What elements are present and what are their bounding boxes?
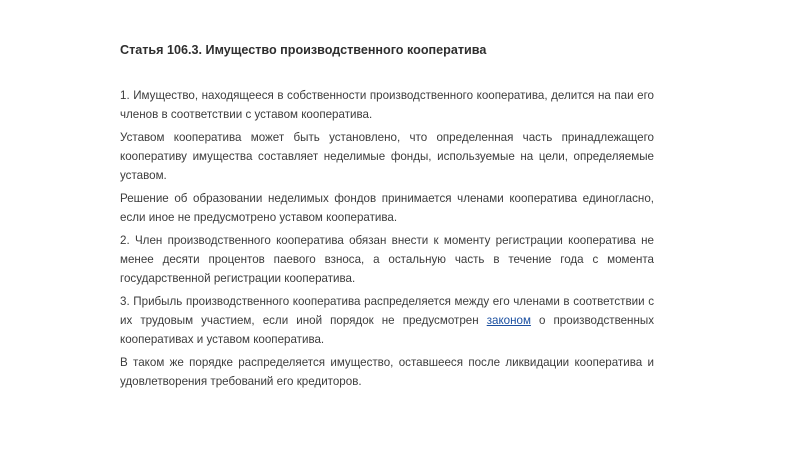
article-title: Статья 106.3. Имущество производственного кооператива xyxy=(120,43,487,57)
paragraph-2: 2. Член производственного кооператива обязан внести к моменту регистрации кооператива не менее десяти процентов паевого взноса, а остальную часть в течение года с момента государственной регистрации кооператива. xyxy=(120,234,654,285)
paragraph-3 xyxy=(120,292,654,349)
paragraph-3-text-after: о производственных кооперативах и уставом кооператива. xyxy=(120,314,654,346)
paragraph-1: 1. Имущество, находящееся в собственности производственного кооператива, делится на паи его членов в соответствии с уставом кооператива. xyxy=(120,89,654,121)
paragraph-decision: Решение об образовании неделимых фондов принимается членами кооператива единогласно, если иное не предусмотрено уставом кооператива. xyxy=(120,192,654,224)
document-body xyxy=(120,42,654,395)
paragraph-liquidation: В таком же порядке распределяется имущество, оставшееся после ликвидации кооператива и удовлетворения требований его кредиторов. xyxy=(120,356,654,388)
paragraph-charter: Уставом кооператива может быть установлено, что определенная часть принадлежащего кооперативу имущества составляет неделимые фонды, используемые на цели, определяемые уставом. xyxy=(120,131,654,182)
law-link[interactable]: законом xyxy=(486,314,531,327)
paragraph-3-text-before: 3. Прибыль производственного кооператива распределяется между его членами в соответствии с их трудовым участием, если иной порядок не предусмотрен xyxy=(120,295,654,327)
